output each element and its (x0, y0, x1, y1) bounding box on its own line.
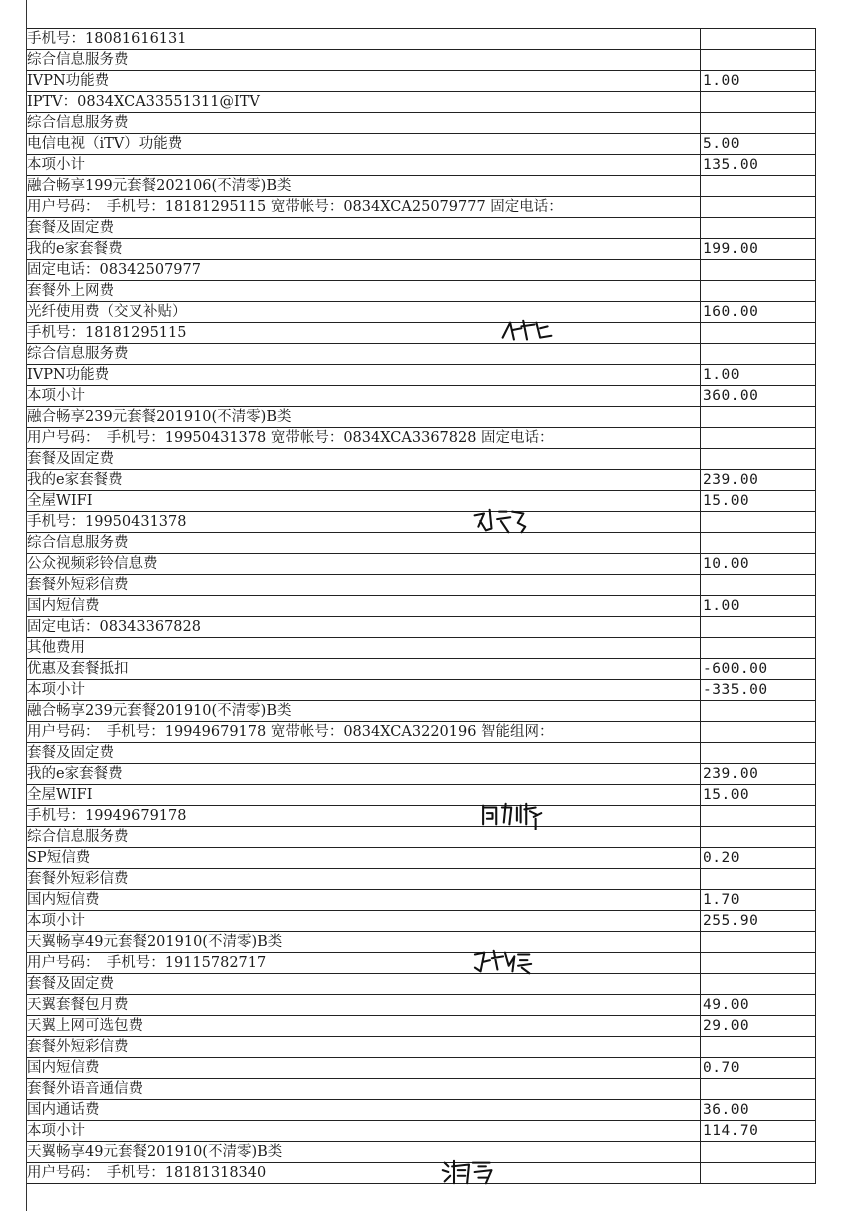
item-label: 光纤使用费（交叉补贴） (27, 304, 187, 320)
item-amount (701, 407, 816, 428)
item-label: 套餐外短彩信费 (27, 871, 129, 887)
item-amount: 10.00 (701, 554, 816, 575)
item-label: 天翼畅享49元套餐201910(不清零)B类 (27, 1144, 283, 1160)
subtotal-row (27, 386, 816, 407)
item-description (27, 134, 701, 155)
item-label: 公众视频彩铃信息费 (27, 556, 158, 572)
item-amount (701, 869, 816, 890)
bill-row (27, 554, 816, 575)
item-description (27, 680, 701, 701)
item-description (27, 1079, 701, 1100)
item-amount (701, 617, 816, 638)
item-label: 本项小计 (27, 682, 85, 698)
item-label: SP短信费 (27, 850, 91, 866)
item-label: 国内短信费 (27, 598, 100, 614)
item-description (27, 785, 701, 806)
item-label: 本项小计 (27, 388, 85, 404)
item-amount: 1.00 (701, 365, 816, 386)
item-description (27, 1142, 701, 1163)
bill-row (27, 92, 816, 113)
item-amount (701, 575, 816, 596)
item-label: 全屋WIFI (27, 493, 93, 509)
item-amount (701, 197, 816, 218)
item-label: 综合信息服务费 (27, 115, 129, 131)
item-label: 我的e家套餐费 (27, 241, 123, 257)
item-description (27, 974, 701, 995)
item-description (27, 848, 701, 869)
item-label: 套餐及固定费 (27, 451, 114, 467)
bill-row (27, 197, 816, 218)
item-description (27, 722, 701, 743)
item-description (27, 239, 701, 260)
item-label: 我的e家套餐费 (27, 472, 123, 488)
item-label: 融合畅享239元套餐201910(不清零)B类 (27, 409, 292, 425)
item-description (27, 995, 701, 1016)
item-amount (701, 218, 816, 239)
item-description (27, 1100, 701, 1121)
item-label: IVPN功能费 (27, 73, 110, 89)
bill-row (27, 722, 816, 743)
item-amount: 255.90 (701, 911, 816, 932)
item-description (27, 806, 701, 827)
item-amount (701, 281, 816, 302)
item-amount: 1.70 (701, 890, 816, 911)
item-amount: 29.00 (701, 1016, 816, 1037)
item-amount: 1.00 (701, 596, 816, 617)
bill-row (27, 848, 816, 869)
item-amount: 239.00 (701, 764, 816, 785)
item-description (27, 323, 701, 344)
item-description (27, 29, 701, 50)
item-description (27, 260, 701, 281)
item-amount (701, 29, 816, 50)
item-description (27, 281, 701, 302)
bill-row (27, 638, 816, 659)
item-label: 用户号码： 手机号：19950431378 宽带帐号：0834XCA3367828 固定电话： (27, 430, 554, 446)
item-description (27, 50, 701, 71)
item-description (27, 302, 701, 323)
bill-row (27, 1037, 816, 1058)
item-label: 套餐及固定费 (27, 976, 114, 992)
bill-row (27, 596, 816, 617)
item-amount: 0.70 (701, 1058, 816, 1079)
item-description (27, 638, 701, 659)
item-label: 用户号码： 手机号：18181318340 (27, 1165, 267, 1181)
handwritten-signature (469, 506, 529, 536)
bill-row (27, 113, 816, 134)
item-label: 全屋WIFI (27, 787, 93, 803)
item-label: 综合信息服务费 (27, 52, 129, 68)
item-amount (701, 974, 816, 995)
item-description (27, 1058, 701, 1079)
item-description (27, 449, 701, 470)
item-description (27, 197, 701, 218)
item-description (27, 827, 701, 848)
item-amount (701, 344, 816, 365)
bill-row (27, 1079, 816, 1100)
item-amount (701, 1163, 816, 1184)
bill-row (27, 50, 816, 71)
bill-row (27, 512, 816, 533)
item-description (27, 1016, 701, 1037)
bill-row (27, 932, 816, 953)
item-amount (701, 1037, 816, 1058)
billing-rows (27, 29, 816, 1184)
item-amount: 360.00 (701, 386, 816, 407)
item-description (27, 386, 701, 407)
item-amount (701, 533, 816, 554)
item-description (27, 764, 701, 785)
item-description (27, 953, 701, 974)
item-description (27, 533, 701, 554)
bill-row (27, 764, 816, 785)
item-label: 天翼套餐包月费 (27, 997, 129, 1013)
item-amount: 1.00 (701, 71, 816, 92)
item-amount (701, 1079, 816, 1100)
item-amount: 49.00 (701, 995, 816, 1016)
bill-row (27, 260, 816, 281)
item-label: 手机号：19950431378 (27, 514, 187, 530)
item-label: 手机号：18081616131 (27, 31, 187, 47)
item-description (27, 869, 701, 890)
item-description (27, 1037, 701, 1058)
bill-row (27, 134, 816, 155)
bill-row (27, 869, 816, 890)
item-amount (701, 512, 816, 533)
handwritten-signature (475, 800, 555, 830)
bill-row (27, 575, 816, 596)
item-amount (701, 743, 816, 764)
item-description (27, 554, 701, 575)
item-amount (701, 92, 816, 113)
item-label: IVPN功能费 (27, 367, 110, 383)
bill-row (27, 827, 816, 848)
item-amount: 199.00 (701, 239, 816, 260)
item-amount (701, 932, 816, 953)
item-amount (701, 176, 816, 197)
subtotal-row (27, 155, 816, 176)
bill-row (27, 449, 816, 470)
item-description (27, 932, 701, 953)
item-label: 综合信息服务费 (27, 535, 129, 551)
subtotal-row (27, 911, 816, 932)
item-label: 综合信息服务费 (27, 829, 129, 845)
item-label: 用户号码： 手机号：18181295115 宽带帐号：0834XCA25079777 固定电话： (27, 199, 563, 215)
handwritten-signature (439, 1157, 499, 1187)
item-amount (701, 50, 816, 71)
item-label: 固定电话：08343367828 (27, 619, 201, 635)
item-label: 本项小计 (27, 1123, 85, 1139)
item-amount (701, 953, 816, 974)
item-amount: -335.00 (701, 680, 816, 701)
bill-row (27, 974, 816, 995)
bill-row (27, 239, 816, 260)
bill-row (27, 953, 816, 974)
bill-row (27, 176, 816, 197)
bill-row (27, 1058, 816, 1079)
item-description (27, 743, 701, 764)
bill-row (27, 659, 816, 680)
item-description (27, 512, 701, 533)
item-description (27, 176, 701, 197)
item-description (27, 113, 701, 134)
bill-row (27, 29, 816, 50)
item-amount: 135.00 (701, 155, 816, 176)
item-description (27, 491, 701, 512)
bill-row (27, 1163, 816, 1184)
item-amount: 15.00 (701, 491, 816, 512)
bill-row (27, 281, 816, 302)
bill-row (27, 785, 816, 806)
bill-row (27, 302, 816, 323)
item-description (27, 92, 701, 113)
item-label: 本项小计 (27, 913, 85, 929)
bill-row (27, 407, 816, 428)
item-amount (701, 827, 816, 848)
item-label: 我的e家套餐费 (27, 766, 123, 782)
item-label: 套餐外短彩信费 (27, 1039, 129, 1055)
item-label: 套餐及固定费 (27, 745, 114, 761)
item-label: 套餐及固定费 (27, 220, 114, 236)
bill-row (27, 365, 816, 386)
bill-row (27, 491, 816, 512)
bill-row (27, 1142, 816, 1163)
item-label: 天翼上网可选包费 (27, 1018, 143, 1034)
bill-row (27, 743, 816, 764)
item-description (27, 617, 701, 638)
handwritten-signature (469, 947, 539, 977)
bill-row (27, 617, 816, 638)
item-amount (701, 701, 816, 722)
bill-row (27, 1016, 816, 1037)
bill-row (27, 533, 816, 554)
item-description (27, 218, 701, 239)
item-label: 套餐外短彩信费 (27, 577, 129, 593)
item-amount: -600.00 (701, 659, 816, 680)
item-amount: 114.70 (701, 1121, 816, 1142)
item-amount: 5.00 (701, 134, 816, 155)
bill-row (27, 344, 816, 365)
item-description (27, 365, 701, 386)
item-label: IPTV：0834XCA33551311@ITV (27, 94, 260, 110)
item-label: 电信电视（iTV）功能费 (27, 136, 183, 152)
item-label: 其他费用 (27, 640, 85, 656)
item-description (27, 428, 701, 449)
item-amount: 0.20 (701, 848, 816, 869)
bill-row (27, 71, 816, 92)
item-label: 国内短信费 (27, 892, 100, 908)
item-label: 优惠及套餐抵扣 (27, 661, 129, 677)
item-label: 本项小计 (27, 157, 85, 173)
item-amount (701, 1142, 816, 1163)
item-label: 国内通话费 (27, 1102, 100, 1118)
item-amount (701, 449, 816, 470)
item-label: 国内短信费 (27, 1060, 100, 1076)
bill-row (27, 806, 816, 827)
item-amount (701, 323, 816, 344)
item-amount: 239.00 (701, 470, 816, 491)
bill-row (27, 890, 816, 911)
item-description (27, 701, 701, 722)
handwritten-signature (497, 317, 557, 347)
bill-row (27, 323, 816, 344)
item-description (27, 71, 701, 92)
subtotal-row (27, 1121, 816, 1142)
item-label: 天翼畅享49元套餐201910(不清零)B类 (27, 934, 283, 950)
item-label: 综合信息服务费 (27, 346, 129, 362)
item-label: 用户号码： 手机号：19949679178 宽带帐号：0834XCA3220196 智能组网： (27, 724, 554, 740)
item-label: 套餐外语音通信费 (27, 1081, 143, 1097)
item-description (27, 575, 701, 596)
item-description (27, 344, 701, 365)
bill-row (27, 470, 816, 491)
billing-detail-sheet (27, 28, 813, 1184)
item-amount: 160.00 (701, 302, 816, 323)
item-description (27, 890, 701, 911)
item-label: 套餐外上网费 (27, 283, 114, 299)
item-label: 手机号：18181295115 (27, 325, 187, 341)
item-label: 融合畅享199元套餐202106(不清零)B类 (27, 178, 292, 194)
item-label: 融合畅享239元套餐201910(不清零)B类 (27, 703, 292, 719)
item-amount (701, 113, 816, 134)
item-amount (701, 722, 816, 743)
item-label: 用户号码： 手机号：19115782717 (27, 955, 267, 971)
item-amount (701, 638, 816, 659)
item-label: 手机号：19949679178 (27, 808, 187, 824)
billing-table (27, 28, 816, 1184)
item-amount: 36.00 (701, 1100, 816, 1121)
item-description (27, 659, 701, 680)
item-description (27, 1121, 701, 1142)
bill-row (27, 1100, 816, 1121)
item-amount: 15.00 (701, 785, 816, 806)
item-description (27, 911, 701, 932)
item-description (27, 407, 701, 428)
bill-row (27, 428, 816, 449)
bill-row (27, 995, 816, 1016)
item-description (27, 596, 701, 617)
bill-row (27, 701, 816, 722)
item-description (27, 470, 701, 491)
item-amount (701, 428, 816, 449)
bill-row (27, 218, 816, 239)
item-label: 固定电话：08342507977 (27, 262, 201, 278)
item-description (27, 1163, 701, 1184)
subtotal-row (27, 680, 816, 701)
item-description (27, 155, 701, 176)
item-amount (701, 260, 816, 281)
item-amount (701, 806, 816, 827)
